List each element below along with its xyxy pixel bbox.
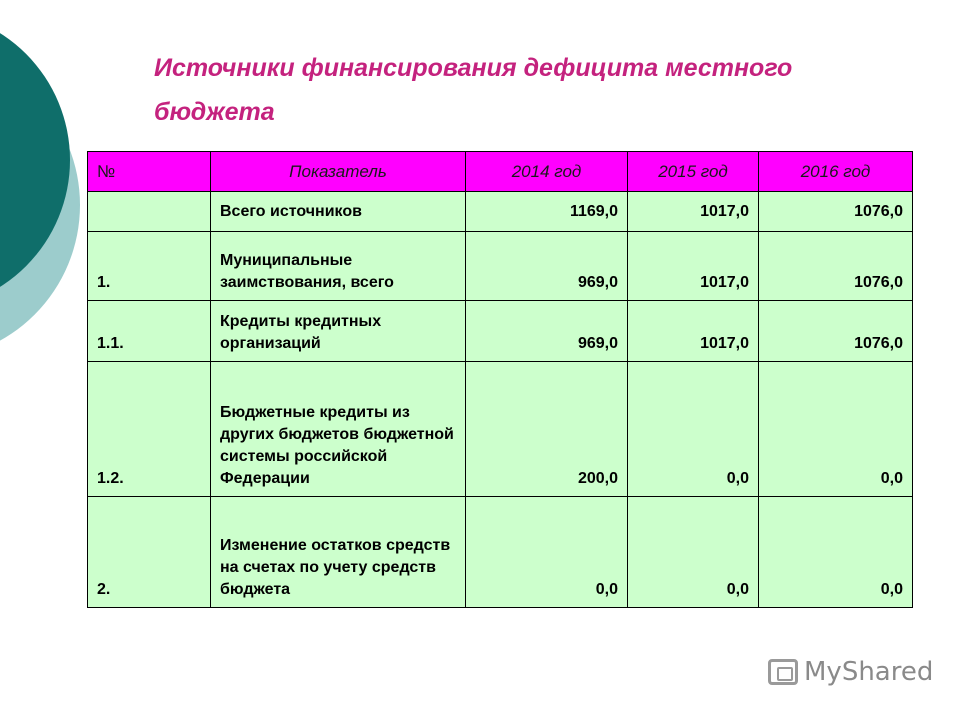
row-value-2014: 969,0 <box>466 301 628 362</box>
table-row <box>88 301 913 362</box>
slide-title: Источники финансирования дефицита местного бюджета <box>154 54 793 126</box>
table-row <box>88 362 913 497</box>
header-number: № <box>88 152 211 192</box>
row-value-2016: 1076,0 <box>759 301 913 362</box>
row-value-2016: 1076,0 <box>759 232 913 301</box>
header-2016: 2016 год <box>759 152 913 192</box>
row-indicator: Кредиты кредитных организаций <box>211 301 466 362</box>
row-number: 1.2. <box>88 362 211 497</box>
row-indicator: Муниципальные заимствования, всего <box>211 232 466 301</box>
row-value-2015: 1017,0 <box>628 301 759 362</box>
financing-table <box>87 151 913 608</box>
table-row <box>88 192 913 232</box>
table-row <box>88 232 913 301</box>
row-value-2015: 1017,0 <box>628 192 759 232</box>
watermark-text: MyShared <box>804 657 934 687</box>
row-indicator: Всего источников <box>211 192 466 232</box>
row-indicator: Изменение остатков средств на счетах по учету средств бюджета <box>211 497 466 608</box>
row-number: 1.1. <box>88 301 211 362</box>
row-number: 2. <box>88 497 211 608</box>
table-header-row <box>88 152 913 192</box>
row-value-2016: 0,0 <box>759 362 913 497</box>
myshared-watermark <box>768 654 933 690</box>
row-value-2014: 200,0 <box>466 362 628 497</box>
myshared-logo-icon <box>768 659 798 685</box>
row-value-2014: 0,0 <box>466 497 628 608</box>
row-indicator: Бюджетные кредиты из других бюджетов бюджетной системы российской Федерации <box>211 362 466 497</box>
header-2014: 2014 год <box>466 152 628 192</box>
table-row <box>88 497 913 608</box>
row-value-2016: 1076,0 <box>759 192 913 232</box>
row-value-2015: 0,0 <box>628 497 759 608</box>
row-value-2015: 0,0 <box>628 362 759 497</box>
row-number: 1. <box>88 232 211 301</box>
header-2015: 2015 год <box>628 152 759 192</box>
row-value-2014: 969,0 <box>466 232 628 301</box>
row-number <box>88 192 211 232</box>
row-value-2015: 1017,0 <box>628 232 759 301</box>
row-value-2016: 0,0 <box>759 497 913 608</box>
row-value-2014: 1169,0 <box>466 192 628 232</box>
header-indicator: Показатель <box>211 152 466 192</box>
